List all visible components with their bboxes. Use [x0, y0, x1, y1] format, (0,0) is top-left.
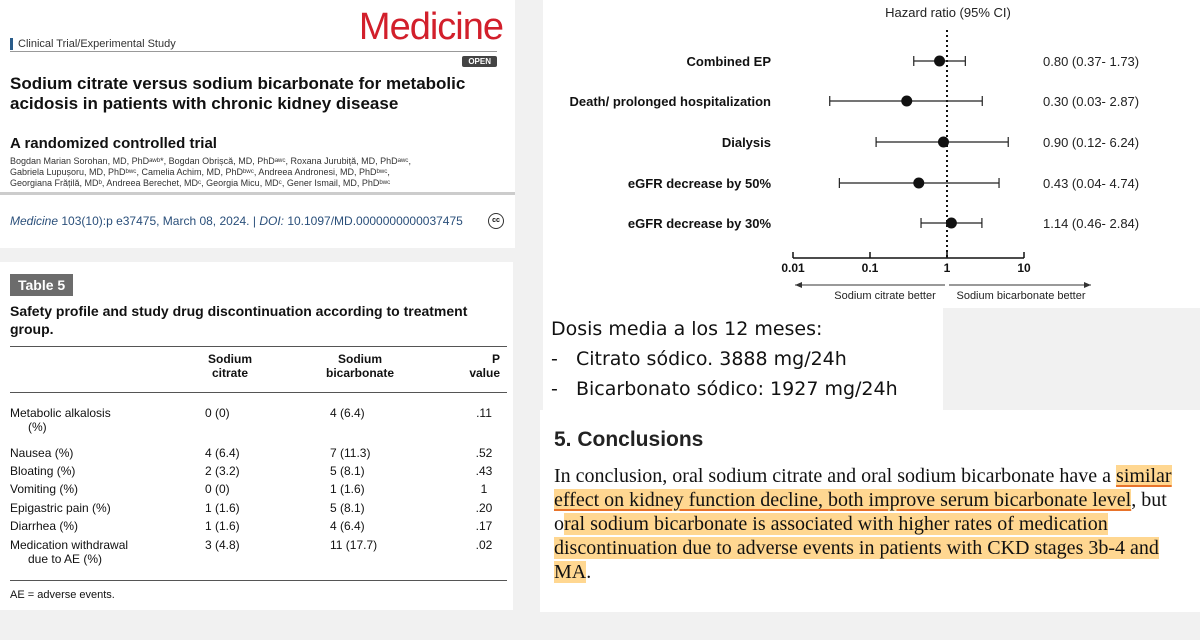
- column-header: Sodium bicarbonate: [325, 352, 394, 380]
- table-rule: [10, 580, 507, 581]
- safety-table: [0, 262, 513, 610]
- doi-label: DOI:: [259, 214, 284, 228]
- point-estimate: [934, 56, 945, 67]
- author-line: Gabriela Lupușoru, MD, PhDᵇʷᶜ, Camelia Achim, MD, PhDᵇʷᶜ, Andreea Andronesi, MD, PhDᵇʷᶜ,: [10, 167, 390, 177]
- table-cell: 0 (0): [205, 406, 230, 420]
- forest-plot-svg: [543, 0, 1200, 308]
- arrow-left-head: [795, 282, 802, 288]
- arrow-right-head: [1084, 282, 1091, 288]
- x-tick-label: 1: [943, 261, 951, 275]
- dose-item: - Bicarbonato sódico: 1927 mg/24h: [551, 378, 898, 400]
- table-rule: [10, 392, 507, 393]
- right-direction-label: Sodium bicarbonate better: [956, 290, 1086, 302]
- table-cell: 4 (6.4): [330, 406, 365, 420]
- hr-value: 0.80 (0.37- 1.73): [1043, 54, 1140, 69]
- dose-note: [543, 308, 943, 411]
- citation-volume: 103(10):p e37475, March 08, 2024.: [61, 214, 250, 228]
- x-tick-label: 0.01: [781, 261, 805, 275]
- highlighted-text: ral sodium bicarbonate is associated with higher rates of medication discontinuation due to adverse events in patients with CKD stages 3b-4 and MA: [554, 513, 1159, 583]
- article-category: Clinical Trial/Experimental Study: [10, 38, 176, 50]
- row-label: Dialysis: [721, 135, 771, 150]
- hr-value: 0.90 (0.12- 6.24): [1043, 135, 1140, 150]
- table-cell: 4 (6.4): [205, 446, 240, 460]
- point-estimate: [946, 218, 957, 229]
- hr-value: 1.14 (0.46- 2.84): [1043, 216, 1140, 231]
- table-rule: [10, 346, 507, 347]
- author-line: Bogdan Marian Sorohan, MD, PhDᵃʷᵇ*, Bogdan Obrișcă, MD, PhDᵃʷᶜ, Roxana Jurubiță, MD, PhDᵃʷᶜ,: [10, 156, 411, 166]
- table-row-label: Nausea (%): [10, 446, 74, 460]
- x-tick-label: 10: [1017, 261, 1031, 275]
- table-cell: 5 (8.1): [330, 464, 365, 478]
- highlighted-text: similar effect on kidney function decline, both improve serum bicarbonate level: [554, 465, 1172, 511]
- left-direction-label: Sodium citrate better: [834, 290, 936, 302]
- table-label: Table 5: [10, 274, 73, 296]
- cc-license-icon: cc: [488, 213, 504, 229]
- citation: Medicine 103(10):p e37475, March 08, 2024. | DOI: 10.1097/MD.0000000000037475: [10, 214, 463, 228]
- table-cell: 5 (8.1): [330, 501, 365, 515]
- hr-value: 0.30 (0.03- 2.87): [1043, 94, 1140, 109]
- table-cell: .11: [476, 406, 492, 420]
- citation-journal: Medicine: [10, 214, 59, 228]
- table-cell: 2 (3.2): [205, 464, 240, 478]
- forest-title: Hazard ratio (95% CI): [885, 5, 1011, 20]
- table-row-label: Vomiting (%): [10, 482, 79, 496]
- row-label: eGFR decrease by 30%: [627, 216, 771, 231]
- table-cell: .17: [475, 519, 493, 533]
- author-line: Georgiana Frățilă, MDᵇ, Andreea Berechet, MDᶜ, Georgia Micu, MDᶜ, Gener Ismail, MD, PhDᵇʷᶜ: [10, 178, 391, 188]
- article-subtitle: A randomized controlled trial: [10, 135, 217, 152]
- column-header: Sodium citrate: [208, 352, 252, 380]
- conclusions-section: [540, 410, 1200, 612]
- column-header: P value: [469, 352, 500, 380]
- conclusions-text: In conclusion, oral sodium citrate and oral sodium bicarbonate have a similar effect on kidney function decline, both improve serum bicarbonate level, but oral sodium bicarbonate is associated with higher rates of medication discontinuation due to adverse events in patients with CKD stages 3b-4 and MA.: [554, 465, 1172, 583]
- row-label: Death/ prolonged hospitalization: [569, 94, 771, 109]
- table-caption: Safety profile and study drug discontinuation according to treatment group.: [10, 303, 468, 337]
- table-cell: 1: [480, 482, 488, 496]
- row-label: Combined EP: [686, 54, 771, 69]
- table-cell: .43: [475, 464, 493, 478]
- table-row-label: Medication withdrawal due to AE (%): [10, 538, 129, 566]
- table-row-label: Metabolic alkalosis (%): [10, 406, 111, 434]
- table-cell: .52: [475, 446, 493, 460]
- author-list: [10, 156, 480, 189]
- table-cell: 1 (1.6): [205, 501, 240, 515]
- table-footnote: AE = adverse events.: [10, 589, 115, 601]
- table-cell: .20: [475, 501, 493, 515]
- table-cell: 3 (4.8): [205, 538, 240, 552]
- article-title: Sodium citrate versus sodium bicarbonate for metabolic acidosis in patients with chronic kidney disease: [10, 74, 466, 113]
- conclusions-heading: 5. Conclusions: [554, 428, 704, 451]
- table-row-label: Diarrhea (%): [10, 519, 79, 533]
- table-row-label: Epigastric pain (%): [10, 501, 111, 515]
- table-row-label: Bloating (%): [10, 464, 76, 478]
- table-cell: 0 (0): [205, 482, 230, 496]
- article-header: [0, 0, 515, 248]
- hr-value: 0.43 (0.04- 4.74): [1043, 176, 1140, 191]
- dose-item: - Citrato sódico. 3888 mg/24h: [551, 348, 847, 370]
- header-divider: [10, 51, 497, 52]
- table-cell: 1 (1.6): [330, 482, 365, 496]
- table-cell: 1 (1.6): [205, 519, 240, 533]
- point-estimate: [913, 178, 924, 189]
- x-tick-label: 0.1: [861, 261, 879, 275]
- point-estimate: [901, 96, 912, 107]
- point-estimate: [938, 137, 949, 148]
- table-cell: 11 (17.7): [330, 538, 378, 552]
- journal-logo: Medicine: [358, 6, 503, 48]
- doi-link[interactable]: 10.1097/MD.0000000000037475: [287, 214, 463, 228]
- row-label: eGFR decrease by 50%: [627, 176, 771, 191]
- table-cell: 7 (11.3): [330, 446, 371, 460]
- forest-plot: [543, 0, 1200, 308]
- dose-heading: Dosis media a los 12 meses:: [551, 318, 823, 340]
- open-access-badge: OPEN: [462, 56, 497, 67]
- table-cell: 4 (6.4): [330, 519, 365, 533]
- table-cell: .02: [475, 538, 493, 552]
